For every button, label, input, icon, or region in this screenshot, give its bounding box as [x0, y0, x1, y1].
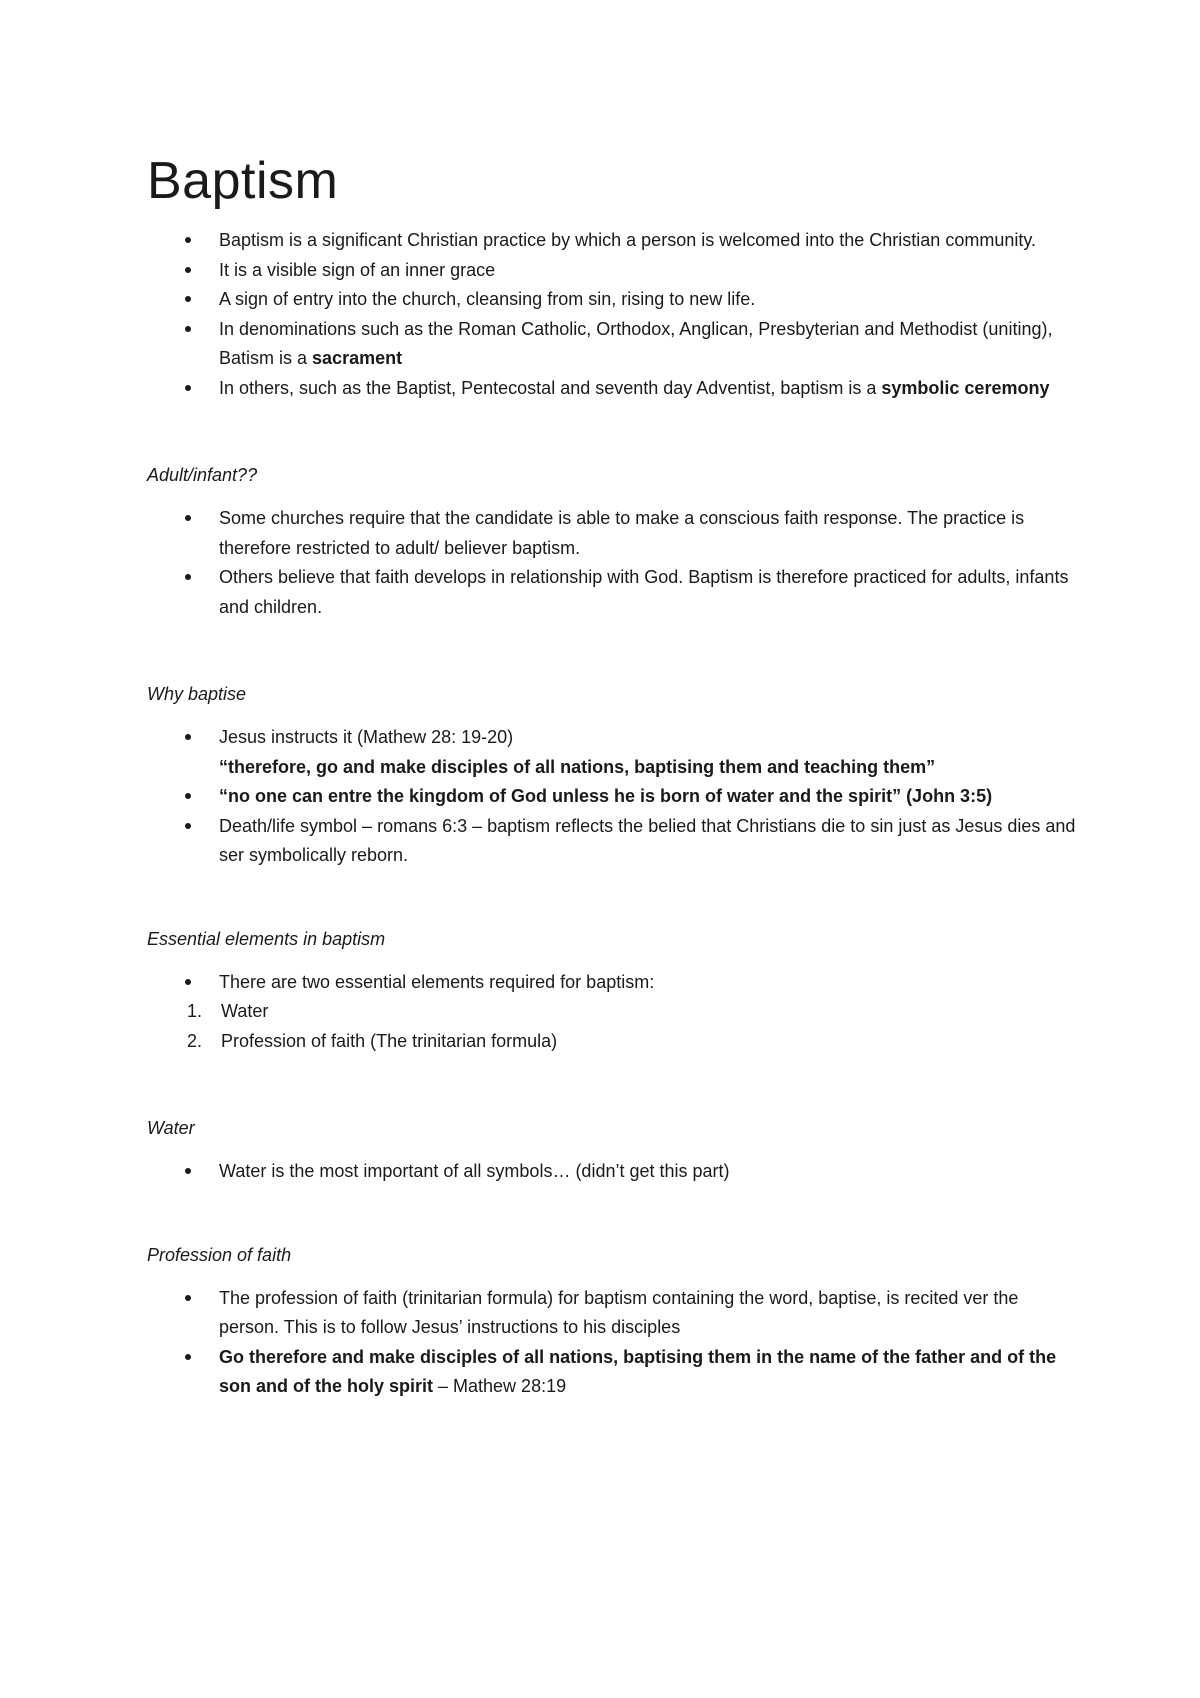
item-text: Water [221, 1001, 269, 1021]
item-number: 1. [187, 1001, 203, 1021]
bullet-text: In denominations such as the Roman Catholic, Orthodox, Anglican, Presbyterian and Methodist (uniting), Batism is a [219, 318, 1053, 368]
list-item [147, 285, 1077, 315]
scripture-reference: – Mathew 28:19 [433, 1376, 567, 1396]
bold-term-sacrament: sacrament [312, 348, 403, 368]
bullet-text: Death/life symbol – romans 6:3 – baptism reflects the belied that Christians die to sin just as Jesus dies and ser symbolically reborn. [219, 815, 1076, 865]
section-heading-profession-of-faith: Profession of faith [147, 1244, 292, 1265]
document-title: Baptism [147, 152, 339, 210]
bullet-text: It is a visible sign of an inner grace [219, 259, 496, 280]
bible-quote: Go therefore and make disciples of all nations, baptising them in the name of the father and of the son and of the holy spirit [219, 1346, 1057, 1396]
spacer [147, 1187, 1077, 1241]
bullet-text: Baptism is a significant Christian practice by which a person is welcomed into the Christian community. [219, 230, 1037, 250]
bullet-text: Jesus instructs it (Mathew 28: 19-20) [219, 727, 514, 747]
bible-quote: “therefore, go and make disciples of all nations, baptising them and teaching them” [219, 756, 936, 777]
numbered-item [147, 1027, 1077, 1057]
list-item [147, 226, 1077, 256]
bullet-text: Others believe that faith develops in relationship with God. Baptism is therefore practiced for adults, infants and children. [219, 567, 1069, 617]
bullet-text: In others, such as the Baptist, Pentecostal and seventh day Adventist, baptism is a [219, 377, 882, 398]
section-heading-water: Water [147, 1118, 195, 1138]
spacer [147, 871, 1077, 925]
bullet-text: A sign of entry into the church, cleansing from sin, rising to new life. [219, 289, 756, 309]
bible-quote: “no one can entre the kingdom of God unless he is born of water and the spirit” (John 3:5) [219, 786, 993, 806]
bullet-text: There are two essential elements required for baptism: [219, 971, 655, 992]
list-item [147, 256, 1077, 286]
intro-bullet-list [147, 226, 1077, 403]
item-text: Profession of faith (The trinitarian formula) [221, 1030, 558, 1051]
section-heading-essential-elements: Essential elements in baptism [147, 928, 386, 949]
section-heading-why-baptise: Why baptise [147, 684, 247, 704]
essential-elements-numbered-list [147, 997, 1077, 1056]
adult-infant-bullet-list [147, 504, 1077, 622]
list-item [147, 1157, 1077, 1187]
why-baptise-bullet-list [147, 723, 1077, 871]
list-item [147, 563, 1077, 622]
spacer [147, 403, 1077, 461]
essential-elements-bullet-list [147, 968, 1077, 998]
list-item [147, 1343, 1077, 1402]
spacer [147, 622, 1077, 680]
bullet-text: Water is the most important of all symbols… (didn’t get this part) [219, 1161, 730, 1181]
list-item [147, 504, 1077, 563]
spacer [147, 1056, 1077, 1114]
list-item [147, 723, 1077, 782]
bold-term-symbolic-ceremony: symbolic ceremony [881, 377, 1050, 398]
bullet-text: Some churches require that the candidate is able to make a conscious faith response. The practice is therefore restricted to adult/ believer baptism. [219, 508, 1025, 558]
numbered-item [147, 997, 1077, 1027]
list-item [147, 782, 1077, 812]
list-item [147, 1284, 1077, 1343]
list-item [147, 812, 1077, 871]
water-bullet-list [147, 1157, 1077, 1187]
profession-of-faith-bullet-list [147, 1284, 1077, 1402]
list-item [147, 374, 1077, 404]
section-heading-adult-infant: Adult/infant?? [147, 465, 258, 485]
item-number: 2. [187, 1030, 203, 1051]
list-item [147, 968, 1077, 998]
bullet-text: The profession of faith (trinitarian formula) for baptism containing the word, baptise, is recited ver the person. This is to follow Jesus’ instructions to his disciples [219, 1287, 1019, 1337]
list-item [147, 315, 1077, 374]
document-content [147, 150, 1077, 1402]
